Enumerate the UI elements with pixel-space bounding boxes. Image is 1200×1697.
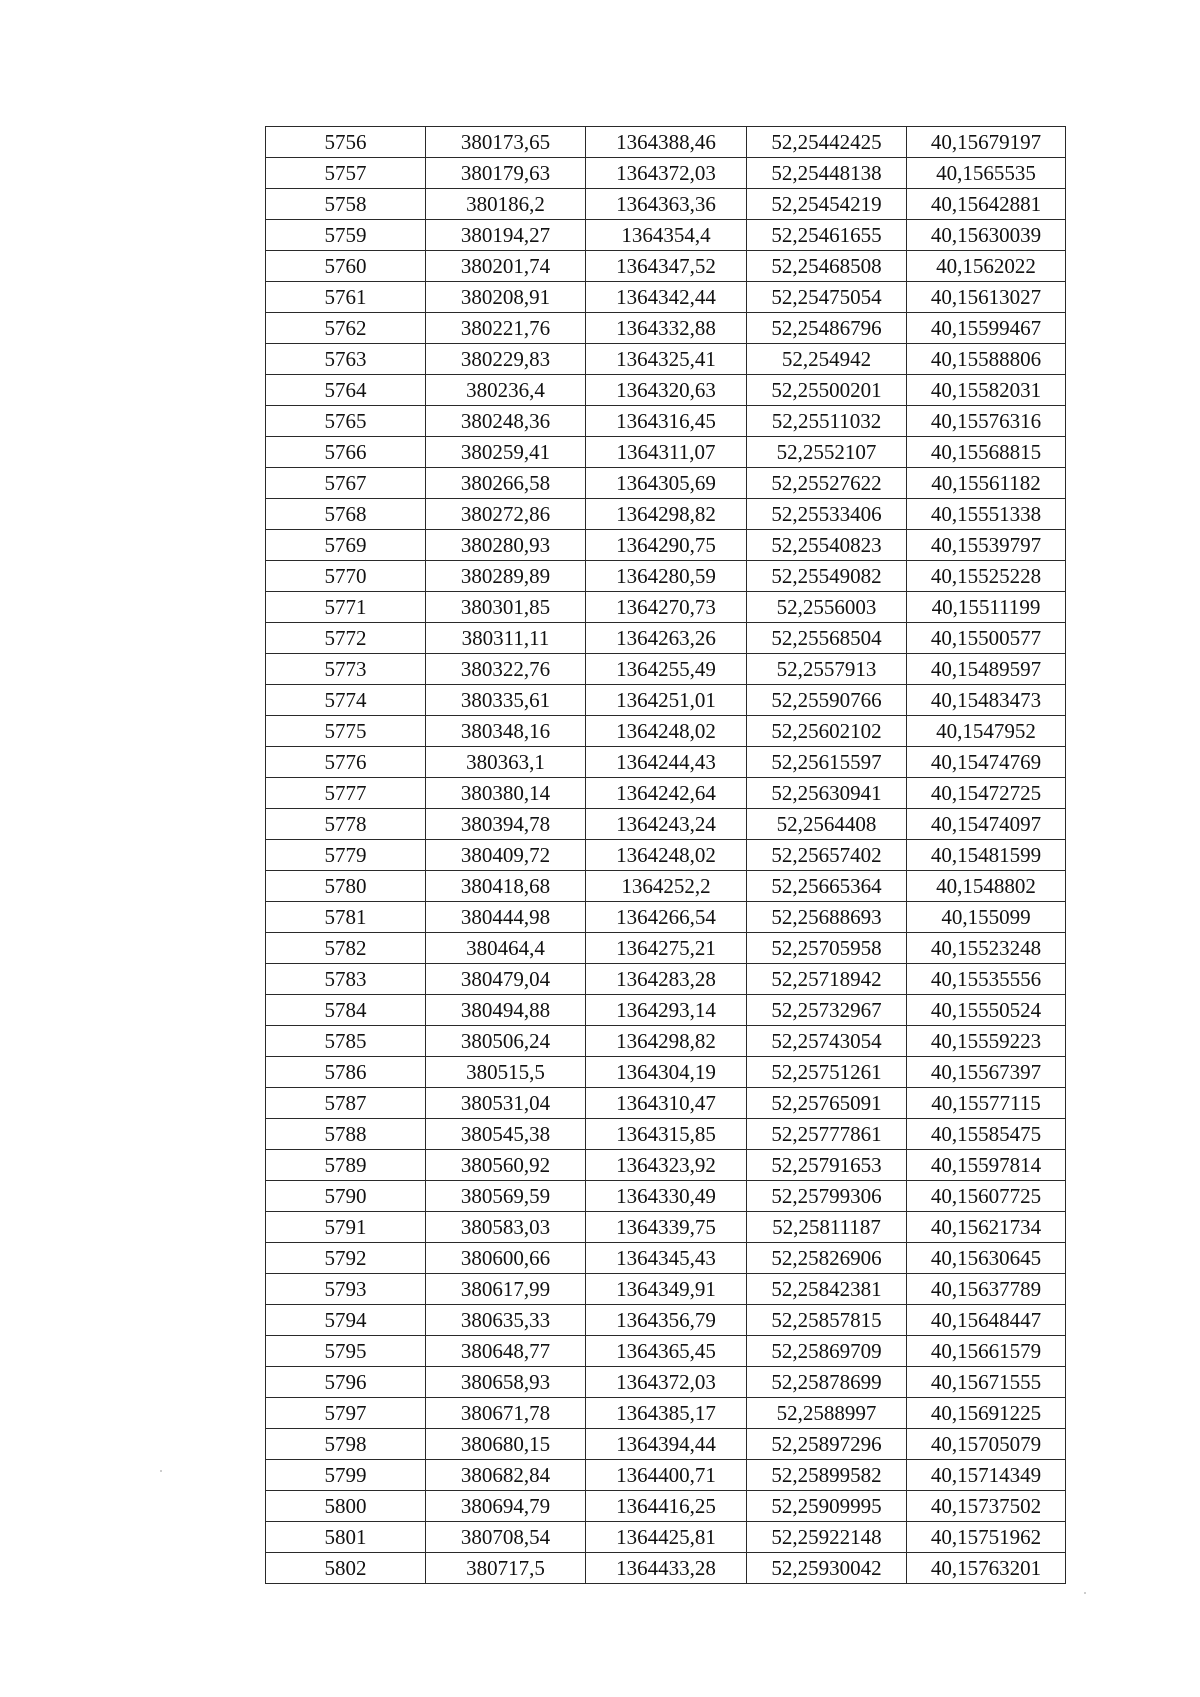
- point-number-cell: 5781: [266, 902, 426, 933]
- longitude-cell: 40,15500577: [907, 623, 1066, 654]
- longitude-cell: 40,15483473: [907, 685, 1066, 716]
- table-row: [266, 1181, 1066, 1212]
- latitude-cell: 52,25657402: [747, 840, 907, 871]
- point-number-cell: 5756: [266, 127, 426, 158]
- table-row: [266, 375, 1066, 406]
- x-coordinate-cell: 380173,65: [426, 127, 586, 158]
- y-coordinate-cell: 1364298,82: [586, 499, 747, 530]
- longitude-cell: 40,15474097: [907, 809, 1066, 840]
- point-number-cell: 5789: [266, 1150, 426, 1181]
- point-number-cell: 5801: [266, 1522, 426, 1553]
- x-coordinate-cell: 380208,91: [426, 282, 586, 313]
- y-coordinate-cell: 1364342,44: [586, 282, 747, 313]
- point-number-cell: 5786: [266, 1057, 426, 1088]
- point-number-cell: 5780: [266, 871, 426, 902]
- table-row: [266, 1274, 1066, 1305]
- latitude-cell: 52,25765091: [747, 1088, 907, 1119]
- table-row: [266, 1150, 1066, 1181]
- y-coordinate-cell: 1364280,59: [586, 561, 747, 592]
- x-coordinate-cell: 380186,2: [426, 189, 586, 220]
- longitude-cell: 40,15607725: [907, 1181, 1066, 1212]
- x-coordinate-cell: 380569,59: [426, 1181, 586, 1212]
- longitude-cell: 40,15559223: [907, 1026, 1066, 1057]
- x-coordinate-cell: 380335,61: [426, 685, 586, 716]
- point-number-cell: 5793: [266, 1274, 426, 1305]
- longitude-cell: 40,15737502: [907, 1491, 1066, 1522]
- table-row: [266, 127, 1066, 158]
- y-coordinate-cell: 1364255,49: [586, 654, 747, 685]
- x-coordinate-cell: 380280,93: [426, 530, 586, 561]
- x-coordinate-cell: 380464,4: [426, 933, 586, 964]
- point-number-cell: 5763: [266, 344, 426, 375]
- longitude-cell: 40,1547952: [907, 716, 1066, 747]
- table-row: [266, 840, 1066, 871]
- table-body: [266, 127, 1066, 1584]
- point-number-cell: 5778: [266, 809, 426, 840]
- longitude-cell: 40,15705079: [907, 1429, 1066, 1460]
- table-row: [266, 1336, 1066, 1367]
- point-number-cell: 5784: [266, 995, 426, 1026]
- point-number-cell: 5791: [266, 1212, 426, 1243]
- point-number-cell: 5802: [266, 1553, 426, 1584]
- longitude-cell: 40,15523248: [907, 933, 1066, 964]
- x-coordinate-cell: 380717,5: [426, 1553, 586, 1584]
- y-coordinate-cell: 1364270,73: [586, 592, 747, 623]
- point-number-cell: 5776: [266, 747, 426, 778]
- x-coordinate-cell: 380272,86: [426, 499, 586, 530]
- point-number-cell: 5782: [266, 933, 426, 964]
- y-coordinate-cell: 1364323,92: [586, 1150, 747, 1181]
- table-row: [266, 1553, 1066, 1584]
- longitude-cell: 40,15582031: [907, 375, 1066, 406]
- x-coordinate-cell: 380600,66: [426, 1243, 586, 1274]
- longitude-cell: 40,15561182: [907, 468, 1066, 499]
- latitude-cell: 52,254942: [747, 344, 907, 375]
- y-coordinate-cell: 1364305,69: [586, 468, 747, 499]
- y-coordinate-cell: 1364349,91: [586, 1274, 747, 1305]
- x-coordinate-cell: 380259,41: [426, 437, 586, 468]
- table-row: [266, 1460, 1066, 1491]
- x-coordinate-cell: 380444,98: [426, 902, 586, 933]
- point-number-cell: 5762: [266, 313, 426, 344]
- longitude-cell: 40,15568815: [907, 437, 1066, 468]
- longitude-cell: 40,15630645: [907, 1243, 1066, 1274]
- y-coordinate-cell: 1364332,88: [586, 313, 747, 344]
- x-coordinate-cell: 380194,27: [426, 220, 586, 251]
- longitude-cell: 40,15550524: [907, 995, 1066, 1026]
- y-coordinate-cell: 1364425,81: [586, 1522, 747, 1553]
- table-row: [266, 809, 1066, 840]
- y-coordinate-cell: 1364298,82: [586, 1026, 747, 1057]
- y-coordinate-cell: 1364263,26: [586, 623, 747, 654]
- latitude-cell: 52,25869709: [747, 1336, 907, 1367]
- table-row: [266, 1398, 1066, 1429]
- point-number-cell: 5770: [266, 561, 426, 592]
- latitude-cell: 52,25718942: [747, 964, 907, 995]
- table-row: [266, 1429, 1066, 1460]
- y-coordinate-cell: 1364354,4: [586, 220, 747, 251]
- x-coordinate-cell: 380380,14: [426, 778, 586, 809]
- point-number-cell: 5790: [266, 1181, 426, 1212]
- x-coordinate-cell: 380531,04: [426, 1088, 586, 1119]
- longitude-cell: 40,15474769: [907, 747, 1066, 778]
- latitude-cell: 52,25705958: [747, 933, 907, 964]
- longitude-cell: 40,15630039: [907, 220, 1066, 251]
- longitude-cell: 40,15671555: [907, 1367, 1066, 1398]
- latitude-cell: 52,25533406: [747, 499, 907, 530]
- longitude-cell: 40,15472725: [907, 778, 1066, 809]
- y-coordinate-cell: 1364385,17: [586, 1398, 747, 1429]
- latitude-cell: 52,25930042: [747, 1553, 907, 1584]
- x-coordinate-cell: 380201,74: [426, 251, 586, 282]
- longitude-cell: 40,15751962: [907, 1522, 1066, 1553]
- table-row: [266, 1212, 1066, 1243]
- y-coordinate-cell: 1364320,63: [586, 375, 747, 406]
- point-number-cell: 5792: [266, 1243, 426, 1274]
- table-row: [266, 220, 1066, 251]
- table-row: [266, 1367, 1066, 1398]
- y-coordinate-cell: 1364416,25: [586, 1491, 747, 1522]
- table-row: [266, 1088, 1066, 1119]
- longitude-cell: 40,15648447: [907, 1305, 1066, 1336]
- latitude-cell: 52,25475054: [747, 282, 907, 313]
- x-coordinate-cell: 380617,99: [426, 1274, 586, 1305]
- y-coordinate-cell: 1364283,28: [586, 964, 747, 995]
- point-number-cell: 5783: [266, 964, 426, 995]
- table-row: [266, 313, 1066, 344]
- table-row: [266, 1057, 1066, 1088]
- table-row: [266, 871, 1066, 902]
- x-coordinate-cell: 380311,11: [426, 623, 586, 654]
- point-number-cell: 5795: [266, 1336, 426, 1367]
- longitude-cell: 40,15642881: [907, 189, 1066, 220]
- latitude-cell: 52,25527622: [747, 468, 907, 499]
- table-row: [266, 468, 1066, 499]
- longitude-cell: 40,155099: [907, 902, 1066, 933]
- y-coordinate-cell: 1364290,75: [586, 530, 747, 561]
- longitude-cell: 40,15763201: [907, 1553, 1066, 1584]
- table-row: [266, 902, 1066, 933]
- latitude-cell: 52,2564408: [747, 809, 907, 840]
- x-coordinate-cell: 380583,03: [426, 1212, 586, 1243]
- x-coordinate-cell: 380394,78: [426, 809, 586, 840]
- x-coordinate-cell: 380708,54: [426, 1522, 586, 1553]
- longitude-cell: 40,15661579: [907, 1336, 1066, 1367]
- longitude-cell: 40,15585475: [907, 1119, 1066, 1150]
- point-number-cell: 5779: [266, 840, 426, 871]
- longitude-cell: 40,15597814: [907, 1150, 1066, 1181]
- y-coordinate-cell: 1364394,44: [586, 1429, 747, 1460]
- y-coordinate-cell: 1364248,02: [586, 840, 747, 871]
- y-coordinate-cell: 1364330,49: [586, 1181, 747, 1212]
- point-number-cell: 5799: [266, 1460, 426, 1491]
- x-coordinate-cell: 380635,33: [426, 1305, 586, 1336]
- latitude-cell: 52,25922148: [747, 1522, 907, 1553]
- latitude-cell: 52,25615597: [747, 747, 907, 778]
- longitude-cell: 40,1565535: [907, 158, 1066, 189]
- point-number-cell: 5773: [266, 654, 426, 685]
- x-coordinate-cell: 380363,1: [426, 747, 586, 778]
- latitude-cell: 52,25811187: [747, 1212, 907, 1243]
- coordinates-table: [265, 126, 1066, 1584]
- x-coordinate-cell: 380348,16: [426, 716, 586, 747]
- latitude-cell: 52,25540823: [747, 530, 907, 561]
- x-coordinate-cell: 380515,5: [426, 1057, 586, 1088]
- point-number-cell: 5758: [266, 189, 426, 220]
- longitude-cell: 40,15679197: [907, 127, 1066, 158]
- x-coordinate-cell: 380266,58: [426, 468, 586, 499]
- latitude-cell: 52,25461655: [747, 220, 907, 251]
- y-coordinate-cell: 1364356,79: [586, 1305, 747, 1336]
- x-coordinate-cell: 380494,88: [426, 995, 586, 1026]
- y-coordinate-cell: 1364316,45: [586, 406, 747, 437]
- x-coordinate-cell: 380658,93: [426, 1367, 586, 1398]
- latitude-cell: 52,25857815: [747, 1305, 907, 1336]
- x-coordinate-cell: 380694,79: [426, 1491, 586, 1522]
- point-number-cell: 5759: [266, 220, 426, 251]
- latitude-cell: 52,25486796: [747, 313, 907, 344]
- point-number-cell: 5787: [266, 1088, 426, 1119]
- table-row: [266, 933, 1066, 964]
- x-coordinate-cell: 380221,76: [426, 313, 586, 344]
- longitude-cell: 40,15551338: [907, 499, 1066, 530]
- y-coordinate-cell: 1364388,46: [586, 127, 747, 158]
- longitude-cell: 40,15599467: [907, 313, 1066, 344]
- table-row: [266, 964, 1066, 995]
- latitude-cell: 52,25799306: [747, 1181, 907, 1212]
- table-row: [266, 654, 1066, 685]
- point-number-cell: 5796: [266, 1367, 426, 1398]
- scan-speck: [160, 1470, 162, 1472]
- y-coordinate-cell: 1364275,21: [586, 933, 747, 964]
- point-number-cell: 5798: [266, 1429, 426, 1460]
- latitude-cell: 52,25909995: [747, 1491, 907, 1522]
- point-number-cell: 5760: [266, 251, 426, 282]
- latitude-cell: 52,25568504: [747, 623, 907, 654]
- y-coordinate-cell: 1364372,03: [586, 158, 747, 189]
- longitude-cell: 40,15576316: [907, 406, 1066, 437]
- latitude-cell: 52,25777861: [747, 1119, 907, 1150]
- table-row: [266, 251, 1066, 282]
- x-coordinate-cell: 380236,4: [426, 375, 586, 406]
- latitude-cell: 52,25630941: [747, 778, 907, 809]
- longitude-cell: 40,15525228: [907, 561, 1066, 592]
- y-coordinate-cell: 1364325,41: [586, 344, 747, 375]
- latitude-cell: 52,25602102: [747, 716, 907, 747]
- latitude-cell: 52,25842381: [747, 1274, 907, 1305]
- longitude-cell: 40,15489597: [907, 654, 1066, 685]
- y-coordinate-cell: 1364252,2: [586, 871, 747, 902]
- point-number-cell: 5769: [266, 530, 426, 561]
- latitude-cell: 52,25665364: [747, 871, 907, 902]
- y-coordinate-cell: 1364315,85: [586, 1119, 747, 1150]
- longitude-cell: 40,15567397: [907, 1057, 1066, 1088]
- table-row: [266, 716, 1066, 747]
- table-row: [266, 1119, 1066, 1150]
- x-coordinate-cell: 380506,24: [426, 1026, 586, 1057]
- x-coordinate-cell: 380301,85: [426, 592, 586, 623]
- y-coordinate-cell: 1364345,43: [586, 1243, 747, 1274]
- table-row: [266, 561, 1066, 592]
- point-number-cell: 5772: [266, 623, 426, 654]
- point-number-cell: 5794: [266, 1305, 426, 1336]
- table-row: [266, 778, 1066, 809]
- point-number-cell: 5768: [266, 499, 426, 530]
- latitude-cell: 52,25878699: [747, 1367, 907, 1398]
- latitude-cell: 52,25590766: [747, 685, 907, 716]
- table-row: [266, 530, 1066, 561]
- y-coordinate-cell: 1364339,75: [586, 1212, 747, 1243]
- y-coordinate-cell: 1364293,14: [586, 995, 747, 1026]
- longitude-cell: 40,15577115: [907, 1088, 1066, 1119]
- point-number-cell: 5766: [266, 437, 426, 468]
- table-row: [266, 1522, 1066, 1553]
- table-row: [266, 1243, 1066, 1274]
- longitude-cell: 40,15588806: [907, 344, 1066, 375]
- y-coordinate-cell: 1364365,45: [586, 1336, 747, 1367]
- point-number-cell: 5788: [266, 1119, 426, 1150]
- latitude-cell: 52,25442425: [747, 127, 907, 158]
- x-coordinate-cell: 380648,77: [426, 1336, 586, 1367]
- point-number-cell: 5767: [266, 468, 426, 499]
- longitude-cell: 40,15511199: [907, 592, 1066, 623]
- point-number-cell: 5771: [266, 592, 426, 623]
- latitude-cell: 52,25899582: [747, 1460, 907, 1491]
- latitude-cell: 52,2588997: [747, 1398, 907, 1429]
- y-coordinate-cell: 1364311,07: [586, 437, 747, 468]
- latitude-cell: 52,2557913: [747, 654, 907, 685]
- x-coordinate-cell: 380289,89: [426, 561, 586, 592]
- latitude-cell: 52,25897296: [747, 1429, 907, 1460]
- table-row: [266, 437, 1066, 468]
- latitude-cell: 52,2552107: [747, 437, 907, 468]
- x-coordinate-cell: 380409,72: [426, 840, 586, 871]
- longitude-cell: 40,15481599: [907, 840, 1066, 871]
- table-row: [266, 623, 1066, 654]
- longitude-cell: 40,15714349: [907, 1460, 1066, 1491]
- y-coordinate-cell: 1364433,28: [586, 1553, 747, 1584]
- table-row: [266, 189, 1066, 220]
- table-row: [266, 158, 1066, 189]
- latitude-cell: 52,25468508: [747, 251, 907, 282]
- y-coordinate-cell: 1364244,43: [586, 747, 747, 778]
- latitude-cell: 52,25448138: [747, 158, 907, 189]
- x-coordinate-cell: 380671,78: [426, 1398, 586, 1429]
- longitude-cell: 40,15637789: [907, 1274, 1066, 1305]
- x-coordinate-cell: 380479,04: [426, 964, 586, 995]
- x-coordinate-cell: 380680,15: [426, 1429, 586, 1460]
- latitude-cell: 52,25751261: [747, 1057, 907, 1088]
- latitude-cell: 52,25743054: [747, 1026, 907, 1057]
- y-coordinate-cell: 1364304,19: [586, 1057, 747, 1088]
- y-coordinate-cell: 1364363,36: [586, 189, 747, 220]
- latitude-cell: 52,25791653: [747, 1150, 907, 1181]
- latitude-cell: 52,25549082: [747, 561, 907, 592]
- point-number-cell: 5774: [266, 685, 426, 716]
- longitude-cell: 40,15539797: [907, 530, 1066, 561]
- x-coordinate-cell: 380179,63: [426, 158, 586, 189]
- x-coordinate-cell: 380322,76: [426, 654, 586, 685]
- y-coordinate-cell: 1364248,02: [586, 716, 747, 747]
- longitude-cell: 40,15613027: [907, 282, 1066, 313]
- table-row: [266, 282, 1066, 313]
- latitude-cell: 52,2556003: [747, 592, 907, 623]
- point-number-cell: 5764: [266, 375, 426, 406]
- x-coordinate-cell: 380545,38: [426, 1119, 586, 1150]
- y-coordinate-cell: 1364251,01: [586, 685, 747, 716]
- table-row: [266, 344, 1066, 375]
- table-row: [266, 995, 1066, 1026]
- point-number-cell: 5757: [266, 158, 426, 189]
- longitude-cell: 40,15621734: [907, 1212, 1066, 1243]
- x-coordinate-cell: 380560,92: [426, 1150, 586, 1181]
- point-number-cell: 5765: [266, 406, 426, 437]
- longitude-cell: 40,1562022: [907, 251, 1066, 282]
- table-row: [266, 592, 1066, 623]
- y-coordinate-cell: 1364243,24: [586, 809, 747, 840]
- latitude-cell: 52,25826906: [747, 1243, 907, 1274]
- y-coordinate-cell: 1364347,52: [586, 251, 747, 282]
- longitude-cell: 40,15535556: [907, 964, 1066, 995]
- x-coordinate-cell: 380248,36: [426, 406, 586, 437]
- latitude-cell: 52,25511032: [747, 406, 907, 437]
- point-number-cell: 5775: [266, 716, 426, 747]
- point-number-cell: 5797: [266, 1398, 426, 1429]
- longitude-cell: 40,1548802: [907, 871, 1066, 902]
- table-row: [266, 747, 1066, 778]
- point-number-cell: 5777: [266, 778, 426, 809]
- y-coordinate-cell: 1364372,03: [586, 1367, 747, 1398]
- latitude-cell: 52,25454219: [747, 189, 907, 220]
- table-row: [266, 1026, 1066, 1057]
- table-row: [266, 1491, 1066, 1522]
- table-row: [266, 1305, 1066, 1336]
- x-coordinate-cell: 380229,83: [426, 344, 586, 375]
- table-row: [266, 499, 1066, 530]
- scan-speck: [1084, 1592, 1086, 1594]
- point-number-cell: 5761: [266, 282, 426, 313]
- x-coordinate-cell: 380418,68: [426, 871, 586, 902]
- y-coordinate-cell: 1364310,47: [586, 1088, 747, 1119]
- y-coordinate-cell: 1364400,71: [586, 1460, 747, 1491]
- point-number-cell: 5800: [266, 1491, 426, 1522]
- table-row: [266, 685, 1066, 716]
- y-coordinate-cell: 1364242,64: [586, 778, 747, 809]
- point-number-cell: 5785: [266, 1026, 426, 1057]
- latitude-cell: 52,25732967: [747, 995, 907, 1026]
- latitude-cell: 52,25500201: [747, 375, 907, 406]
- x-coordinate-cell: 380682,84: [426, 1460, 586, 1491]
- y-coordinate-cell: 1364266,54: [586, 902, 747, 933]
- table-row: [266, 406, 1066, 437]
- longitude-cell: 40,15691225: [907, 1398, 1066, 1429]
- latitude-cell: 52,25688693: [747, 902, 907, 933]
